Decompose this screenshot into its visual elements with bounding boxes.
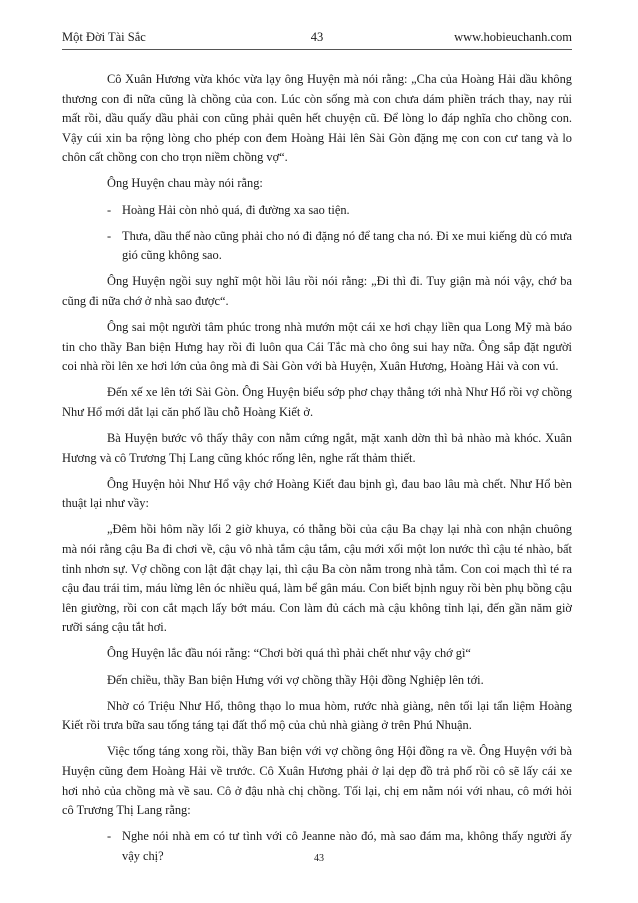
paragraph: Bà Huyện bước vô thấy thây con nằm cứng ngắt, mặt xanh dờn thì bả nhào mà khóc. Xuân Hương và cô Trương Thị Lang cũng khóc rống lên, nghe rất thảm thiết. — [62, 431, 572, 465]
paragraph: Ông Huyện hỏi Như Hổ vậy chớ Hoàng Kiết đau bịnh gì, đau bao lâu mà chết. Như Hổ bèn thuật lại như vầy: — [62, 476, 572, 511]
dash-mark: - — [107, 829, 112, 844]
dialogue-text: Thưa, dầu thế nào cũng phải cho nó đi đặng nó để tang cha nó. Đi xe mui kiếng dù có mưa gió cũng không sao. — [122, 228, 572, 263]
paragraph: Đến chiều, thầy Ban biện Hưng với vợ chồng thầy Hội đồng Nghiệp lên tới. — [107, 672, 484, 687]
dialogue-line — [62, 227, 572, 266]
page-body — [62, 70, 572, 873]
dialogue-text: Hoàng Hải còn nhỏ quá, đi đường xa sao tiện. — [122, 202, 350, 217]
paragraph: „Đêm hồi hôm nầy lối 2 giờ khuya, có thằng bồi của cậu Ba chạy lại nhà con nhận chuông mà nói rằng cậu Ba đi chơi về, cậu vô nhà tắm cậu tắm, cậu mới xối một lon nước thì cậu té nhào, bất tỉnh nhơn sự. Vợ chồng con lật đật chạy lại, thì cậu Ba còn nằm trong nhà tắm. Con coi mạch thì té ra cậu đau trái tim, máu lừng lên óc nhiều quá, làm bể gân máu. Con biết bịnh nguy rồi bèn phụ bồng cậu lên giường, rồi con cắt mạch lấy bớt máu. Con làm đủ cách mà cậu không tỉnh lại, đến gần năm giờ rưỡi sáng cậu tắt hơi. — [62, 522, 572, 635]
footer-page-number: 43 — [314, 853, 324, 864]
dialogue-line — [62, 201, 572, 221]
dash-mark: - — [107, 202, 112, 217]
dialogue-text: Nghe nói nhà em có tư tình với cô Jeanne nào đó, mà sao đám ma, không thấy người ấy vậy chị? — [122, 829, 572, 863]
dash-mark: - — [107, 228, 112, 243]
paragraph: Ông Huyện lắc đầu nói rằng: “Chơi bời quá thì phải chết như vậy chớ gì“ — [107, 646, 471, 661]
paragraph: Cô Xuân Hương vừa khóc vừa lạy ông Huyện mà nói rằng: „Cha của Hoàng Hải dầu không thương con đi nữa cũng là chồng của con. Lúc còn sống mà con chưa dám phiền trách thay, nay rủi mất rồi, dầu quấy dầu phải con cũng phải quên hết chuyện cũ. Để lòng lo đáp nghĩa cho chồng con. Vậy cúi xin ba rộng lòng cho phép con đem Hoàng Hải lên Sài Gòn đặng mẹ con con cư tang và lo chôn cất chồng con cho trọn niềm chồng vợ“. — [62, 72, 572, 165]
paragraph: Ông Huyện ngồi suy nghĩ một hồi lâu rồi nói rằng: „Đi thì đi. Tuy giận mà nói vậy, chớ ba cũng đi nữa chớ ở nhà sao được“. — [62, 274, 572, 308]
paragraph: Ông Huyện chau mày nói rằng: — [107, 176, 263, 191]
paragraph: Đến xế xe lên tới Sài Gòn. Ông Huyện biểu sớp phơ chạy thẳng tới nhà Như Hổ rồi vợ chồng Như Hổ mới dắt lại căn phố lầu chỗ Hoàng Kiết ở. — [62, 385, 572, 419]
header-divider — [62, 49, 572, 50]
paragraph: Việc tống táng xong rồi, thầy Ban biện với vợ chồng ông Hội đồng ra về. Ông Huyện với bà Huyện cũng đem Hoàng Hải về trước. Cô Xuân Hương phải ở lại dẹp đồ trả phố rồi cô sẽ lấy cái xe hơi nhỏ của chồng mà về sau. Cô ở đậu nhà chị chồng. Tối lại, chị em nằm nói với nhau, cô mới hỏi cô Trương Thị Lang rằng: — [62, 744, 572, 818]
paragraph: Nhờ có Triệu Như Hổ, thông thạo lo mua hòm, rước nhà giàng, nên tối lại tẩn liệm Hoàng Kiết rồi trưa bữa sau tống táng tại đất thổ mộ của chủ nhà giàng ở trên Phú Nhuận. — [62, 698, 572, 733]
header-page-number: 43 — [310, 30, 324, 44]
website-url: www.hobieuchanh.com — [454, 30, 572, 44]
paragraph: Ông sai một người tâm phúc trong nhà mướn một cái xe hơi chạy liền qua Long Mỹ mà báo tin cho thầy Ban biện Hưng hay rồi đi luôn qua Cái Tắc mà cho ông sui hay nữa. Ông sắp đặt người coi nhà rồi lên xe hơi lớn của ông mà đi Sài Gòn với bà Huyện, Xuân Hương, Hoàng Hải và con vú. — [62, 320, 572, 374]
page-header — [62, 28, 572, 46]
book-title: Một Đời Tài Sắc — [62, 30, 146, 44]
